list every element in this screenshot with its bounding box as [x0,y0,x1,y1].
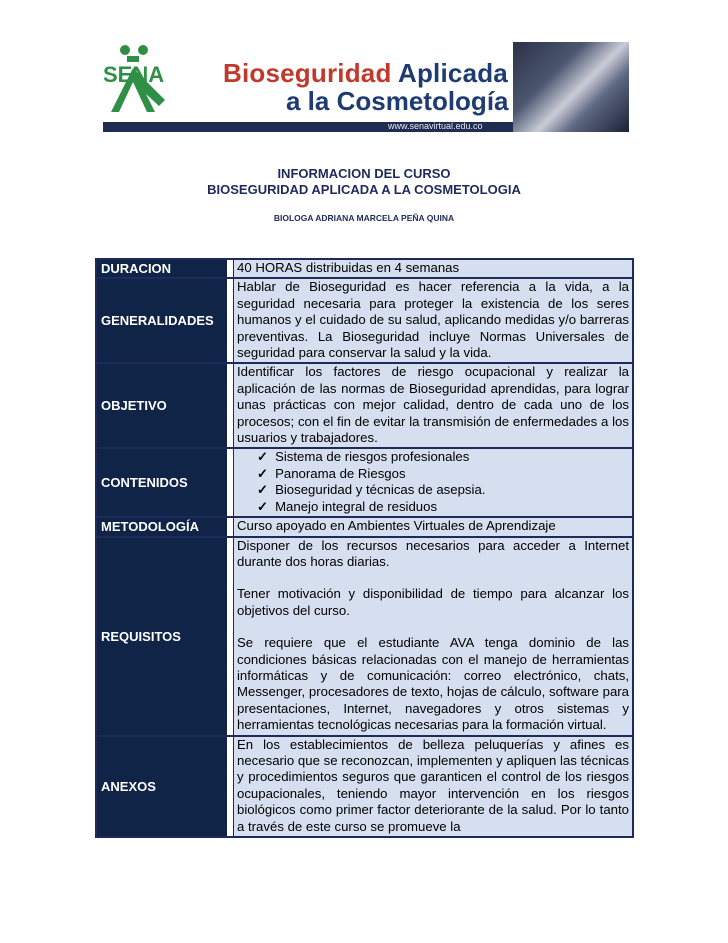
list-item: ✓ Panorama de Riesgos [257,466,629,482]
value-contenidos [233,449,632,516]
heading-info: INFORMACION DEL CURSO [277,166,451,181]
row-requisitos [97,536,632,735]
row-anexos [97,735,632,836]
requisitos-paragraph-1: Disponer de los recursos necesarios para acceder a Internet durante dos horas diarias. [237,537,629,569]
svg-text:SENA: SENA [103,62,165,87]
value-generalidades: Hablar de Bioseguridad es hacer referencia a la vida, a la seguridad necesaria para proteger la existencia de los seres humanos y el cuidado de su salud, aplicando medidas y/o barreras preventivas. La Bioseguridad incluye Normas Universales de seguridad para conservar la salud y la vida. [233,279,632,362]
requisitos-paragraph-2: Tener motivación y disponibilidad de tiempo para alcanzar los objetivos del curso. [237,586,629,618]
heading-course-title: BIOSEGURIDAD APLICADA A LA COSMETOLOGIA [207,182,521,197]
banner-photo [513,42,629,132]
row-metodologia [97,516,632,535]
value-anexos: En los establecimientos de belleza peluquerías y afines es necesario que se reconozcan, implementen y apliquen las técnicas y procedimientos seguros que garanticen el control de los riesgos ocupacionales, teniendo mayor intervención en los riesgos biológicos como primer factor deteriorante de la salud. Por lo tanto a través de este curso se promueve la [233,737,632,836]
list-item: ✓ Manejo integral de residuos [257,499,629,515]
list-item: ✓ Sistema de riesgos profesionales [257,449,629,465]
contenidos-list [237,449,629,515]
row-duracion [97,260,632,277]
row-objetivo [97,362,632,447]
banner-title-line1: Bioseguridad Aplicada [223,58,508,88]
label-requisitos: REQUISITOS [97,538,227,735]
label-metodologia: METODOLOGÍA [97,518,227,535]
label-contenidos: CONTENIDOS [97,449,227,516]
value-duracion: 40 HORAS distribuidas en 4 semanas [233,260,632,277]
label-objetivo: OBJETIVO [97,364,227,447]
requisitos-paragraph-3: Se requiere que el estudiante AVA tenga dominio de las condiciones básicas relacionadas con el manejo de herramientas informáticas y de comunicación: correo electrónico, chats, Messenger, procesadores de texto, hojas de cálculo, software para presentaciones, Internet, navegadores y otros sistemas y herramientas tecnológicas necesarias para la formación virtual. [237,635,629,733]
label-duracion: DURACION [97,260,227,277]
list-item: ✓ Bioseguridad y técnicas de asepsia. [257,482,629,498]
value-objetivo: Identificar los factores de riesgo ocupacional y realizar la aplicación de las normas de Bioseguridad aprendidas, para lograr unas prácticas con mejor calidad, dentro de cada uno de los procesos; con el fin de evitar la transmisión de enfermedades a los usuarios y trabajadores. [233,364,632,447]
value-metodologia: Curso apoyado en Ambientes Virtuales de Aprendizaje [233,518,632,535]
row-contenidos [97,447,632,516]
value-requisitos [233,538,632,735]
banner-url[interactable]: www.senavirtual.edu.co [388,121,483,131]
heading-author: BIOLOGA ADRIANA MARCELA PEÑA QUINA [273,213,455,223]
row-generalidades [97,277,632,362]
course-info-table [95,258,634,838]
course-banner [103,42,629,132]
sena-logo [103,42,198,132]
label-generalidades: GENERALIDADES [97,279,227,362]
label-anexos: ANEXOS [97,737,227,836]
banner-title-line2: a la Cosmetología [286,86,509,116]
